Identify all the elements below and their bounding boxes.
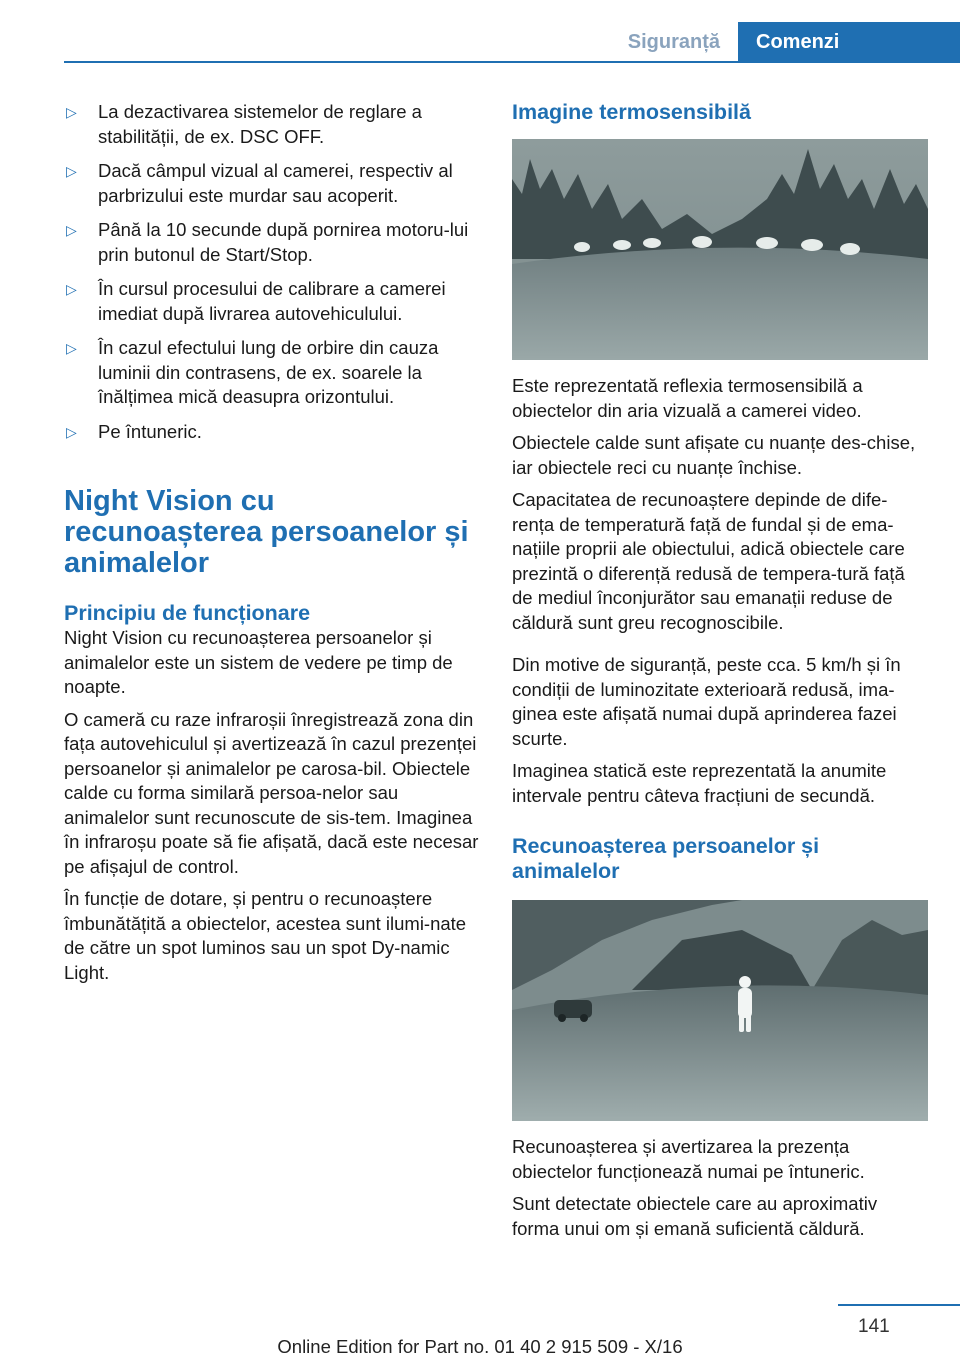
list-item: ▷ În cazul efectului lung de orbire din cauza luminii din contrasens, de ex. soarele la înălțimea mică deasupra orizontului. bbox=[66, 337, 439, 407]
list-item: ▷ În cursul procesului de calibrare a camerei imediat după livrarea autovehiculului. bbox=[66, 278, 446, 324]
paragraph: Imaginea statică este reprezentată la anumite intervale pentru câteva fracțiuni de secundă. bbox=[512, 760, 887, 806]
paragraph: Sunt detectate obiectele care au aproximativ forma unui om și emană suficientă căldură. bbox=[512, 1193, 878, 1239]
triangle-bullet-icon: ▷ bbox=[66, 163, 77, 179]
header-tabs bbox=[618, 22, 960, 62]
paragraph: Capacitatea de recunoaștere depinde de dife‐rența de temperatură față de fundal și de ema‐națiile proprii ale obiectului, adică obiectele care prezintă o diferență redusă de tempera‐tură față de mediul înconjurător sau emanații reduse de căldură sunt greu recognoscibile. bbox=[512, 489, 905, 633]
triangle-bullet-icon: ▷ bbox=[66, 222, 77, 238]
header-rule bbox=[64, 61, 960, 63]
thermal-image-pedestrian bbox=[512, 900, 928, 1121]
triangle-bullet-icon: ▷ bbox=[66, 104, 77, 120]
subheading-thermal-image: Imagine termosensibilă bbox=[512, 100, 751, 124]
list-item: ▷ Până la 10 secunde după pornirea motoru‐lui prin butonul de Start/Stop. bbox=[66, 219, 469, 265]
paragraph: Obiectele calde sunt afișate cu nuanțe des‐chise, iar obiectele reci cu nuanțe închise. bbox=[512, 432, 916, 478]
paragraph: O cameră cu raze infraroșii înregistrează zona din fața autovehiculul și avertizează în cazul prezenței persoanelor și animalelor pe carosa‐bil. Obiectele calde cu forma similară persoa‐nelor sau animalelor sunt recunoscute de sis‐tem. Imaginea în infraroșu poate să fie afișată, dacă este necesar pe afișajul de control. bbox=[64, 708, 479, 877]
subheading-person-recognition: Recunoașterea persoanelor și animalelor bbox=[512, 834, 820, 883]
footer-rule bbox=[838, 1304, 960, 1306]
right-column bbox=[512, 100, 928, 1249]
triangle-bullet-icon: ▷ bbox=[66, 340, 77, 356]
page-number: 141 bbox=[858, 1316, 890, 1337]
tab-siguranta[interactable]: Siguranță bbox=[627, 31, 720, 53]
list-item: ▷ Pe întuneric. bbox=[64, 420, 480, 445]
paragraph: Recunoașterea și avertizarea la prezența obiectelor funcționează numai pe întuneric. bbox=[512, 1136, 865, 1182]
tab-comenzi[interactable]: Comenzi bbox=[738, 22, 960, 62]
triangle-bullet-icon: ▷ bbox=[66, 423, 77, 440]
list-item: ▷ Dacă câmpul vizual al camerei, respectiv al parbrizului este murdar sau acoperit. bbox=[66, 160, 453, 206]
condition-list bbox=[64, 100, 480, 444]
left-column bbox=[64, 100, 480, 993]
subheading-principle: Principiu de funcționare bbox=[64, 601, 311, 625]
section-title: Night Vision cu recunoașterea persoanelor și animalelor bbox=[64, 485, 469, 579]
paragraph: Este reprezentată reflexia termosensibilă a obiectelor din aria vizuală a camerei video. bbox=[512, 375, 863, 421]
list-item: ▷ La dezactivarea sistemelor de reglare a stabilității, de ex. DSC OFF. bbox=[66, 101, 422, 147]
paragraph: Night Vision cu recunoașterea persoanelor și animalelor este un sistem de vedere pe timp de noapte. bbox=[64, 627, 453, 697]
thermal-image-animals bbox=[512, 139, 928, 360]
paragraph: În funcție de dotare, și pentru o recunoaștere îmbunătățită a obiectelor, acestea sunt ilumi‐nate de către un spot luminos sau un spot Dy‐namic Light. bbox=[64, 888, 467, 983]
footer-edition: Online Edition for Part no. 01 40 2 915 509 - X/16 bbox=[277, 1336, 683, 1357]
triangle-bullet-icon: ▷ bbox=[66, 281, 77, 297]
paragraph: Din motive de siguranță, peste cca. 5 km/h și în condiții de luminozitate exterioară redusă, ima‐ginea este afișată numai după aprinderea fazei scurte. bbox=[512, 654, 901, 749]
